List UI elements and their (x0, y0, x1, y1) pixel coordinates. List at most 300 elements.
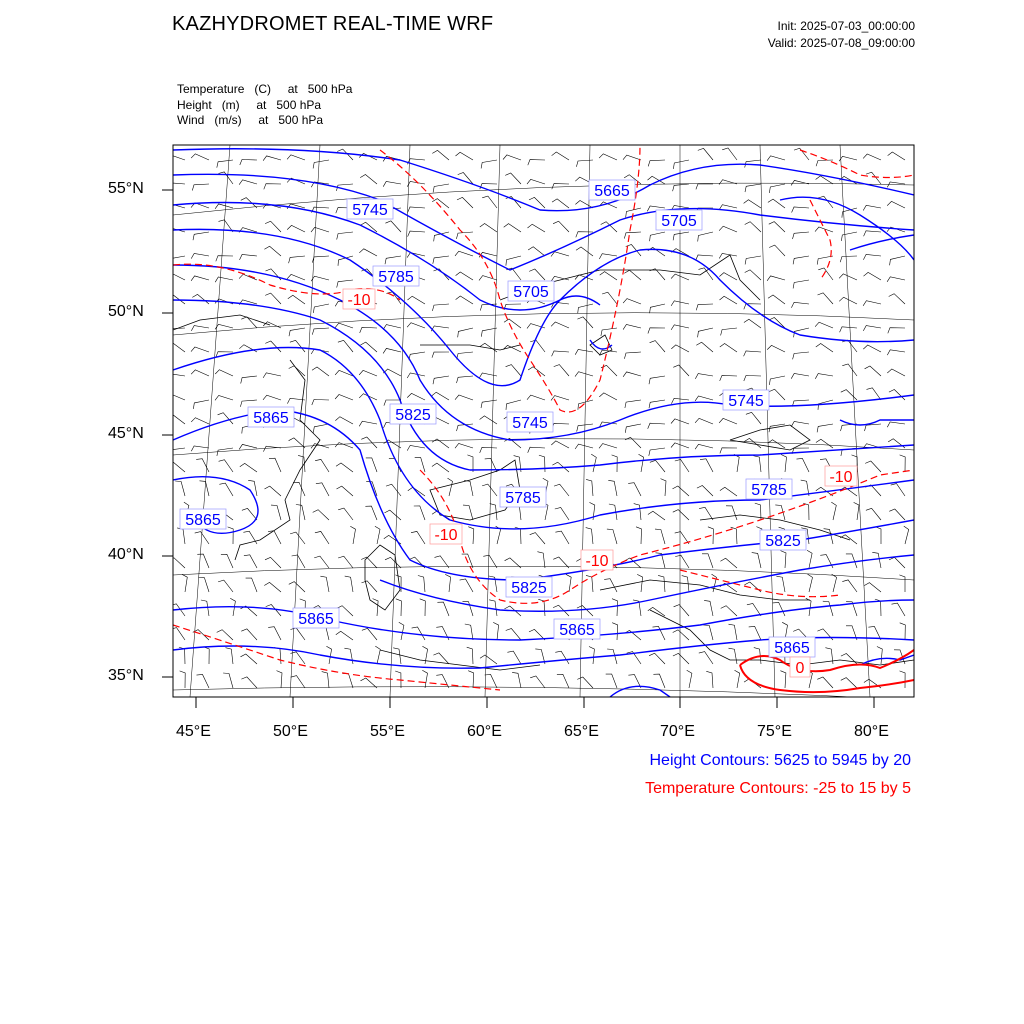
wind-barb (360, 327, 377, 333)
wind-barb (768, 295, 785, 304)
wind-barb (744, 319, 761, 328)
wind-barb (815, 322, 833, 328)
wind-barb (586, 575, 593, 592)
wind-barb (577, 677, 593, 688)
wind-barb (191, 154, 209, 160)
wind-barb (623, 372, 641, 377)
wind-barb (791, 422, 809, 427)
wind-barb (312, 328, 329, 335)
wind-barb (226, 648, 234, 664)
wind-barb (865, 461, 881, 472)
wind-barb (719, 180, 737, 185)
wind-barb (553, 221, 569, 232)
wind-barb (650, 341, 665, 352)
wind-barb (890, 256, 905, 265)
svg-text:5705: 5705 (661, 213, 697, 230)
wind-barb (263, 446, 281, 451)
wind-barb (648, 511, 665, 520)
wind-barb (264, 184, 281, 190)
wind-barb (623, 299, 641, 304)
wind-barb (578, 304, 593, 314)
svg-text:5745: 5745 (728, 393, 764, 410)
wind-barb (241, 654, 258, 664)
wind-barb (793, 232, 810, 239)
wind-barb (841, 390, 857, 400)
wind-barb (191, 370, 209, 376)
wind-barb (265, 486, 282, 496)
wind-barb (891, 484, 905, 496)
wind-barb (504, 319, 521, 328)
wind-barb (599, 444, 617, 449)
wind-barb (625, 424, 641, 433)
wind-barb (673, 630, 689, 640)
wind-barb (223, 673, 233, 688)
wind-barb (506, 400, 521, 410)
field-temperature: Temperature (C) at 500 hPa (177, 82, 353, 96)
wind-barb (314, 556, 329, 568)
wind-barb (675, 460, 689, 473)
wind-barb (290, 628, 305, 640)
wind-barb (747, 604, 761, 617)
lon-label-75: 75°E (757, 723, 792, 740)
wind-barb (729, 624, 738, 640)
wind-barb (623, 325, 641, 330)
wind-barb (456, 272, 473, 280)
wind-barb (721, 606, 737, 616)
height-label (248, 407, 294, 427)
wind-barb (385, 256, 401, 264)
wind-barb (752, 553, 761, 568)
wind-barb (888, 152, 905, 160)
lat-label-55: 55°N (108, 180, 144, 197)
wind-barb (408, 296, 426, 304)
wind-barb (290, 340, 305, 352)
lat-label-35: 35°N (108, 667, 144, 684)
wind-barb (265, 341, 281, 352)
wind-barb (239, 274, 257, 280)
wind-barb (816, 160, 833, 166)
wind-barb (191, 276, 209, 281)
temperature-label (430, 524, 462, 544)
init-time: Init: 2025-07-03_00:00:00 (777, 19, 915, 33)
wind-barb (384, 440, 401, 448)
wind-barb (313, 160, 329, 168)
wind-barb (744, 351, 761, 356)
wind-barb (808, 574, 813, 592)
wind-barb (839, 156, 857, 161)
height-label (373, 266, 419, 286)
coastlines (173, 255, 914, 670)
wind-barb (505, 173, 521, 184)
wind-barb (167, 394, 185, 400)
wind-barb (791, 374, 809, 379)
wind-barb (624, 270, 641, 280)
wind-barb (359, 370, 377, 376)
wind-barb (180, 671, 186, 688)
wind-barb (653, 674, 665, 688)
wind-barb (863, 154, 881, 160)
temperature-label (581, 550, 613, 570)
lat-label-45: 45°N (108, 425, 144, 442)
wind-barb (506, 629, 521, 641)
wind-barb (362, 628, 377, 640)
wind-barb (817, 629, 833, 640)
wind-barb (806, 598, 811, 616)
lon-label-65: 65°E (564, 723, 599, 740)
wind-barb (624, 352, 641, 359)
wind-barb (863, 345, 881, 352)
wind-barb (648, 328, 665, 334)
wind-barb (797, 459, 810, 473)
wind-barb (264, 246, 281, 256)
wind-barb (648, 176, 666, 184)
wind-barb (875, 527, 881, 544)
wind-barb (528, 224, 546, 232)
wind-barb (217, 448, 233, 456)
svg-text:5865: 5865 (253, 410, 289, 427)
wind-barb (344, 648, 353, 664)
wind-barb (842, 340, 857, 352)
wind-barb (687, 670, 692, 688)
height-label (760, 530, 806, 550)
wind-barb (335, 323, 353, 328)
wind-barb (650, 460, 665, 472)
wind-barb (551, 396, 569, 401)
wind-barb (313, 510, 329, 520)
wind-barb (192, 184, 209, 191)
wind-barb (636, 527, 642, 544)
wind-barb (900, 671, 906, 688)
wind-barb (744, 200, 761, 208)
wind-barb (191, 418, 209, 424)
wind-barb (699, 507, 713, 520)
wind-barb (182, 574, 187, 592)
height-label (723, 390, 769, 410)
wind-barb (792, 207, 809, 213)
wind-barb (552, 351, 569, 356)
wind-barb (197, 675, 210, 689)
wind-barb (769, 376, 785, 385)
wind-barb (566, 574, 571, 592)
wind-barb (650, 232, 665, 241)
wind-barb (241, 677, 257, 688)
wind-barb (408, 231, 425, 237)
wind-barb (414, 506, 425, 520)
wind-barb (722, 148, 737, 160)
wind-barb (753, 456, 761, 472)
wind-barb (769, 389, 785, 400)
wind-barb (215, 370, 233, 376)
wind-barb (720, 487, 737, 496)
wind-barb (239, 444, 257, 449)
wind-barb (729, 648, 738, 664)
wind-barb (312, 400, 329, 406)
wind-barb (215, 324, 233, 329)
wind-barb (841, 678, 857, 688)
wind-barb (433, 256, 449, 264)
wind-barb (191, 326, 209, 331)
wind-barb (432, 304, 449, 311)
wind-barb (599, 393, 617, 400)
wind-barb (746, 412, 761, 424)
lon-label-50: 50°E (273, 723, 308, 740)
wind-barb (625, 400, 641, 408)
height-label (656, 210, 702, 230)
wind-barb (338, 340, 353, 352)
wind-barb (241, 629, 257, 640)
wind-barb (312, 367, 329, 376)
wind-barb (191, 253, 209, 258)
wind-barb (434, 269, 450, 280)
wind-barb (289, 256, 305, 263)
wind-barb (695, 444, 713, 449)
wind-barb (177, 528, 185, 544)
wind-barb (696, 255, 713, 261)
wind-barb (287, 274, 305, 280)
wind-barb (512, 672, 521, 688)
wind-barb (866, 508, 881, 520)
wind-barb (696, 304, 713, 310)
wind-barb (507, 651, 521, 664)
wind-barb (673, 486, 690, 496)
wind-barb (287, 225, 305, 232)
wind-barb (576, 160, 593, 167)
wind-barb (719, 273, 737, 280)
svg-text:5665: 5665 (594, 183, 630, 200)
wind-barb (432, 352, 449, 358)
wind-barb (345, 576, 353, 592)
wind-barb (648, 160, 665, 166)
wind-barb (781, 455, 786, 473)
wind-barb (289, 366, 305, 376)
wind-barb (359, 421, 377, 426)
wind-barb (726, 506, 737, 520)
wind-barb (219, 483, 233, 496)
height-label (507, 412, 553, 432)
temperature-label (790, 657, 810, 677)
svg-text:-10: -10 (347, 292, 371, 309)
wind-barb (653, 627, 666, 641)
wind-barb (841, 232, 857, 241)
wind-barb (889, 509, 905, 520)
wind-barb (552, 423, 569, 429)
wind-barb (383, 348, 401, 353)
wind-barb (649, 653, 665, 664)
wind-barb (527, 395, 545, 400)
wind-barb (591, 454, 596, 472)
wind-barb (338, 508, 353, 520)
wind-barb (649, 376, 665, 384)
wind-barb (818, 293, 834, 304)
wind-barb (661, 479, 667, 496)
wind-barb (575, 372, 593, 377)
wind-barb (773, 602, 785, 616)
wind-barb (599, 350, 617, 355)
lon-label-70: 70°E (660, 723, 695, 740)
wind-barb (361, 557, 377, 568)
wind-barb (480, 304, 497, 311)
wind-barb (648, 607, 665, 616)
wind-barb (877, 647, 882, 665)
wind-barb (167, 374, 185, 379)
wind-barb (887, 350, 905, 355)
wind-barb (311, 227, 329, 232)
wind-barb (240, 400, 257, 407)
wind-barb (411, 531, 425, 544)
wind-barb (864, 231, 881, 237)
wind-barb (200, 481, 210, 496)
wind-barb (215, 204, 233, 209)
wind-barb (606, 674, 617, 688)
wind-barb (887, 201, 905, 208)
wind-barb (337, 280, 353, 288)
height-label (769, 637, 815, 657)
lon-label-45: 45°E (176, 723, 211, 740)
wind-barb (216, 256, 233, 262)
wind-barb (601, 328, 617, 336)
svg-text:5865: 5865 (559, 622, 595, 639)
svg-text:5785: 5785 (505, 490, 541, 507)
wind-barb (293, 482, 305, 496)
wind-barb (263, 395, 281, 400)
wind-barb (436, 675, 449, 688)
wind-barb (608, 480, 617, 496)
wind-barb (776, 576, 785, 592)
wind-barb (192, 294, 209, 304)
wind-barb (246, 578, 257, 592)
wind-barb (555, 651, 569, 664)
wind-barb (455, 251, 473, 256)
wind-barb (271, 505, 281, 520)
wind-barb (554, 365, 569, 376)
wind-barb (721, 328, 737, 335)
field-wind: Wind (m/s) at 500 hPa (177, 113, 324, 127)
wind-barb (480, 416, 497, 424)
wind-barb (433, 376, 449, 384)
wind-barb (385, 557, 401, 568)
wind-barb (530, 533, 545, 544)
wind-barb (239, 180, 257, 185)
wind-barb (393, 648, 401, 664)
wind-barb (422, 670, 427, 688)
wind-barb (604, 579, 617, 592)
wind-barb (720, 344, 737, 353)
wind-barb (831, 502, 836, 520)
wind-barb (840, 256, 857, 262)
wind-barb (265, 293, 281, 304)
wind-barb (706, 671, 713, 688)
wind-barb (791, 302, 809, 307)
wind-barb (241, 317, 257, 328)
wind-barb (433, 184, 449, 192)
wind-barb (768, 199, 785, 208)
wind-barb (674, 605, 689, 616)
wind-barb (673, 365, 689, 376)
wind-barb (268, 627, 281, 640)
wind-barb (863, 254, 881, 259)
wind-barb (900, 623, 906, 640)
wind-barb (263, 156, 281, 161)
wind-barb (335, 443, 353, 448)
wind-barb (506, 197, 521, 209)
wind-barb (311, 276, 329, 281)
wind-barb (817, 677, 833, 688)
wind-barb (482, 484, 497, 496)
wind-barb (422, 646, 427, 664)
wind-barb (313, 304, 329, 313)
wind-barb (698, 148, 713, 160)
wind-barb (335, 395, 353, 401)
wind-barb (832, 574, 837, 592)
wind-barb (420, 599, 426, 616)
wind-barb (515, 527, 521, 544)
wind-barb (375, 646, 380, 664)
svg-text:5825: 5825 (765, 533, 801, 550)
wind-barb (552, 199, 569, 208)
height-label (390, 404, 436, 424)
wind-barb (841, 654, 857, 665)
wind-barb (455, 395, 473, 400)
wind-barb (624, 232, 641, 239)
wind-barb (872, 552, 881, 568)
wind-barb (460, 579, 473, 592)
lat-label-50: 50°N (108, 303, 144, 320)
wind-barb (464, 480, 473, 496)
wind-barb (658, 575, 665, 592)
wind-barb (673, 160, 689, 169)
wind-barb (889, 294, 905, 304)
wind-barb (335, 417, 353, 424)
wind-barb (407, 373, 425, 378)
wind-barb (575, 201, 593, 209)
wind-barb (673, 653, 689, 664)
wind-barb (815, 374, 833, 379)
wind-barb (528, 367, 545, 376)
wind-barb (745, 270, 761, 280)
height-label (589, 180, 635, 200)
wind-barb (769, 222, 785, 232)
wind-barb (481, 160, 497, 168)
height-label (500, 487, 546, 507)
wind-barb (817, 256, 833, 265)
wind-barb (650, 304, 665, 313)
wind-barb (555, 531, 569, 544)
wind-barb (842, 580, 857, 592)
wind-barb (432, 511, 449, 520)
wind-barb (554, 484, 569, 496)
wind-barb (479, 276, 497, 281)
wind-barb (505, 558, 521, 568)
wind-barb (719, 418, 737, 424)
wind-barb (639, 454, 644, 472)
wind-barb (600, 272, 617, 280)
wind-barb (589, 647, 594, 665)
wind-barb (702, 554, 713, 568)
wind-barb (241, 376, 257, 384)
wind-barb (456, 232, 473, 239)
wind-barb (864, 272, 882, 280)
svg-text:5785: 5785 (751, 482, 787, 499)
wind-barb (695, 418, 713, 424)
wind-barb (458, 328, 473, 337)
wind-barb (720, 375, 737, 381)
wind-barb (863, 301, 881, 306)
wind-barb (700, 459, 713, 472)
wind-barb (265, 221, 281, 232)
wind-barb (448, 478, 453, 496)
wind-barb (586, 528, 593, 544)
wind-barb (537, 552, 545, 568)
